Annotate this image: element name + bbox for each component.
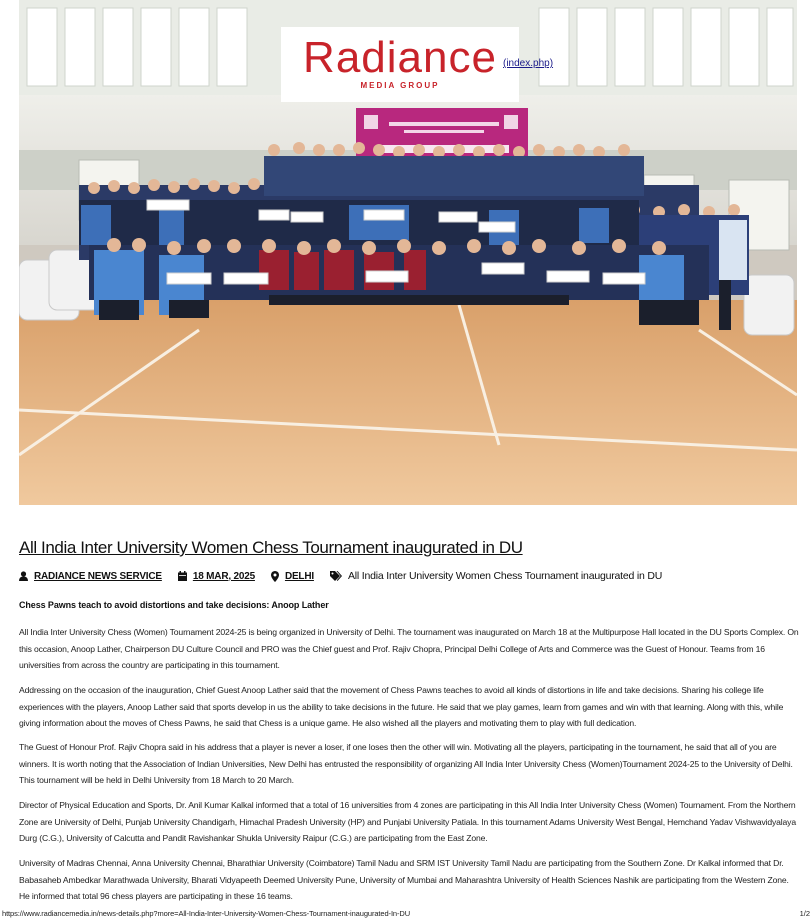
- publish-date[interactable]: 18 MAR, 2025: [192, 570, 255, 582]
- article-paragraph-3: The Guest of Honour Prof. Rajiv Chopra said in his address that a player is never a loser, if one loses then the other will win. Motivating all the players, participating in the tournament, he said that all of you are winners. It is worth noting that the Association of Indian Universities, New Delhi has entrusted the responsibility of organizing All India Inter University Chess (Women)Tournament 2024-25 to the University of Delhi. This tournament will be held in Delhi University from 18 March to 20 March.: [19, 742, 793, 785]
- article-paragraph-2: Addressing on the occasion of the inauguration, Chief Guest Anoop Lather said that the movement of Chess Pawns teaches to avoid all kinds of distortions in life and take decisions. Sharing his college life experiences with the players, Anoop Lather said that sports develop in us the ability to take decisions in the future. He said that we play games, learn from games and win with that learning. Along with this, while giving information about the moves of Chess Pawns, he said that Chess is a unique game. He also wished all the players and motivating them to play with full dedication.: [19, 685, 784, 728]
- meta-date: [178, 571, 255, 582]
- map-marker-icon: [271, 571, 279, 582]
- print-page-number: 1/2: [799, 909, 810, 918]
- index-link[interactable]: (index.php): [503, 58, 554, 69]
- author-name[interactable]: RADIANCE NEWS SERVICE: [34, 570, 162, 582]
- meta-location: [271, 571, 314, 582]
- location-name[interactable]: DELHI: [284, 570, 314, 582]
- hero-photo: [19, 0, 797, 505]
- tag-label[interactable]: All India Inter University Women Chess Tournament inaugurated in DU: [347, 570, 663, 582]
- calendar-icon: [178, 571, 187, 581]
- tags-icon: [330, 571, 342, 581]
- meta-author[interactable]: [19, 571, 162, 582]
- meta-tags: [330, 570, 662, 582]
- user-icon: [19, 571, 28, 581]
- article-meta: [19, 569, 678, 583]
- logo-subtitle: MEDIA GROUP: [360, 81, 440, 90]
- logo-wordmark: Radiance: [303, 33, 497, 82]
- article-paragraph-1: All India Inter University Chess (Women) Tournament 2024-25 is being organized in University of Delhi. The tournament was inaugurated on March 18 at the Multipurpose Hall located in the DU Sports Complex. On this occasion, Anoop Lather, Chairperson DU Culture Council and PRO was the Chief guest and Prof. Rajiv Chopra, Principal Delhi College of Arts and Commerce was the Guest of Honour. Teams from 16 universities from across the country are participating in this tournament.: [19, 627, 799, 670]
- radiance-logo[interactable]: [281, 27, 519, 102]
- article-subheading: Chess Pawns teach to avoid distortions and take decisions: Anoop Lather: [19, 600, 329, 610]
- article-title[interactable]: All India Inter University Women Chess Tournament inaugurated in DU: [19, 538, 523, 557]
- article-paragraph-4: Director of Physical Education and Sports, Dr. Anil Kumar Kalkal informed that a total of 16 universities from 4 zones are participating in this All India Inter University Chess (Women) Tournament. From the Northern Zone are University of Delhi, Punjab University Chandigarh, Himachal Pradesh University (HP) and Punjabi University Patiala. In this tournament Adams University West Bengal, Hemchand Yadav Vishwavidyalaya Durg (C.G.), University of Calcutta and Pandit Ravishankar Shukla University Raipur (C.G.) are participating from the East Zone.: [19, 800, 796, 843]
- article-paragraph-5: University of Madras Chennai, Anna University Chennai, Bharathiar University (Coimbatore) Tamil Nadu and SRM IST University Tamil Nadu are participating from the Southern Zone. Dr Kalkal informed that Dr. Babasaheb Ambedkar Marathwada University, Bharati Vidyapeeth Deemed University Pune, University of Mumbai and Maharashtra University of Health Sciences Nashik are participating from the Western Zone. He informed that total 96 chess players are participating in these 16 teams.: [19, 858, 789, 901]
- print-footer-url: https://www.radiancemedia.in/news-details.php?more=All-India-Inter-University-Women-Chess-Tournament-inaugurated-In-DU: [2, 909, 411, 918]
